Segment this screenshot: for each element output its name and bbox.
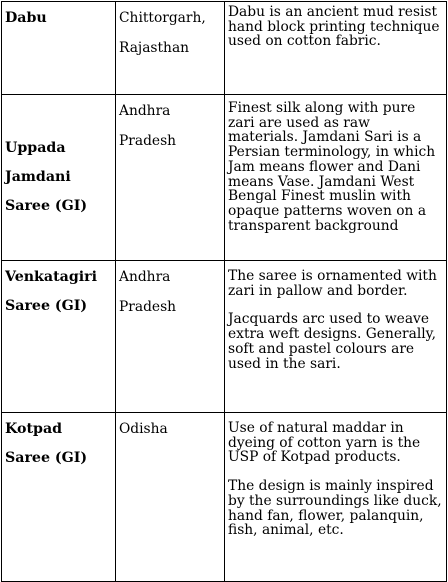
state-cell (116, 2, 225, 95)
craft-name: Jamdani (5, 169, 71, 185)
craft-name: Venkatagiri (5, 269, 97, 285)
state-cell (116, 413, 225, 582)
craft-name-cell (2, 261, 116, 413)
state-line: Andhra (119, 269, 171, 285)
description-text: Finest silk along with pure zari are used as raw materials. Jamdani Sari is a Persian terminology, in which Jam means flower and Dani means Vase. Jamdani West Bengal Finest muslin with opaque patterns woven on a transparent background (228, 100, 436, 234)
craft-name-cell (2, 2, 116, 95)
craft-name: Saree (GI) (5, 298, 88, 314)
description-text: Dabu is an ancient mud resist hand block printing technique used on cotton fabric. (228, 4, 440, 50)
description-cell (225, 261, 447, 413)
description-text: The design is mainly inspired by the surroundings like duck, hand fan, flower, palanquin, fish, animal, etc. (228, 478, 442, 539)
craft-name-cell (2, 413, 116, 582)
state-line: Pradesh (119, 133, 177, 149)
description-text: The saree is ornamented with zari in pallow and border. (228, 268, 437, 299)
craft-name: Saree (GI) (5, 198, 88, 214)
state-line: Odisha (119, 421, 168, 437)
description-cell (225, 2, 447, 95)
state-line: Andhra (119, 103, 171, 119)
craft-name: Uppada (5, 140, 66, 156)
description-text: Jacquards arc used to weave extra weft designs. Generally, soft and pastel colours are used in the sari. (228, 311, 436, 372)
state-cell (116, 95, 225, 261)
table-row (2, 95, 447, 261)
craft-name: Kotpad (5, 421, 63, 437)
state-cell (116, 261, 225, 413)
state-line: Chittorgarh, (119, 10, 206, 26)
description-cell (225, 413, 447, 582)
description-cell (225, 95, 447, 261)
table-row (2, 2, 447, 95)
saree-table (1, 1, 447, 582)
craft-name: Saree (GI) (5, 450, 88, 466)
description-text: Use of natural maddar in dyeing of cotton yarn is the USP of Kotpad products. (228, 420, 421, 466)
state-line: Rajasthan (119, 40, 190, 56)
craft-name-cell (2, 95, 116, 261)
table-row (2, 261, 447, 413)
craft-name: Dabu (5, 10, 47, 26)
table-row (2, 413, 447, 582)
state-line: Pradesh (119, 299, 177, 315)
